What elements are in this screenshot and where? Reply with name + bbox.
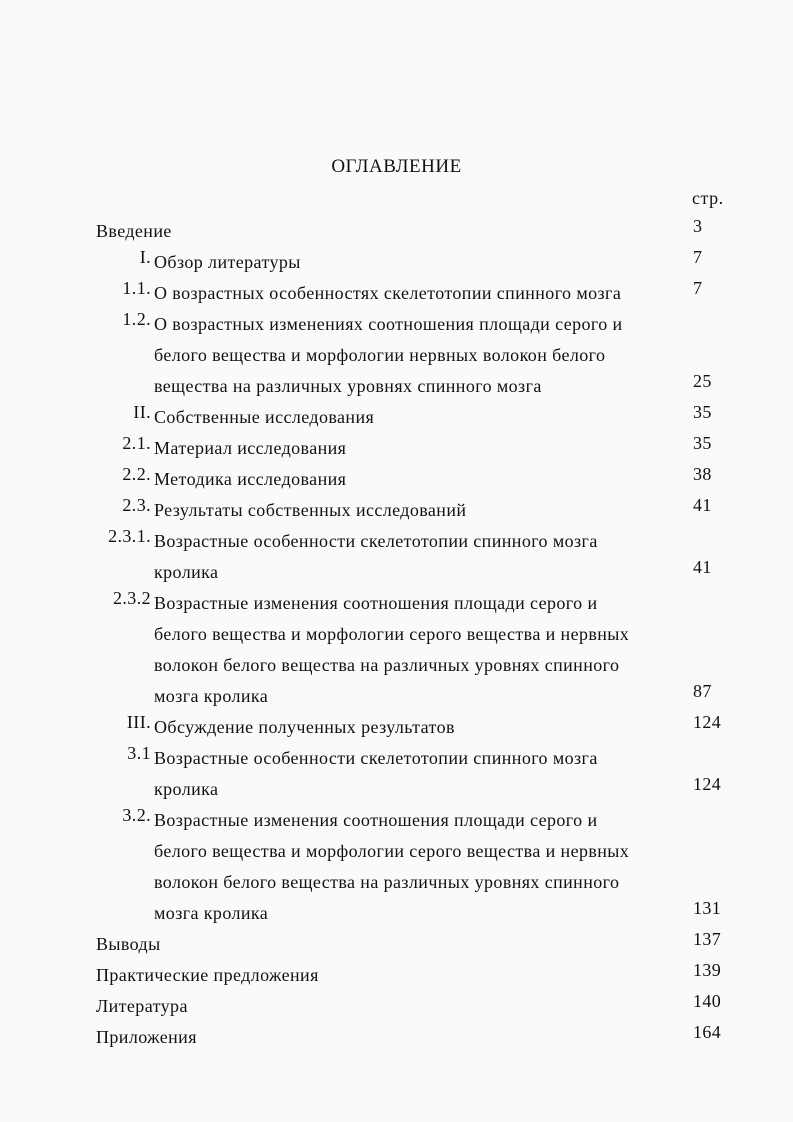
toc-entry-title-line: кролика: [154, 562, 219, 582]
toc-entry: [0, 743, 793, 805]
toc-entry: [0, 216, 793, 247]
toc-entry: [0, 433, 793, 464]
toc-entry-page: 131: [693, 898, 722, 918]
toc-entry: [0, 495, 793, 526]
toc-entry-title-line: Возрастные особенности скелетотопии спинного мозга: [154, 531, 598, 551]
toc-entry: [0, 309, 793, 402]
toc-entry-title-line: О возрастных особенностях скелетотопии спинного мозга: [154, 283, 622, 303]
toc-entry: [0, 402, 793, 433]
toc-entry-title: [154, 433, 689, 464]
toc-entry-title-line: кролика: [154, 779, 219, 799]
toc-entry-title: [96, 1022, 631, 1053]
toc-entry-page: 139: [693, 960, 722, 980]
toc-entry-title-line: волокон белого вещества на различных уровнях спинного: [154, 872, 620, 892]
toc-entry-title-line: Выводы: [96, 934, 161, 954]
toc-entry-number: 3.1: [127, 743, 151, 763]
toc-entry: [0, 526, 793, 588]
toc-entry-number: II.: [133, 402, 151, 422]
toc-entry-title: [154, 495, 689, 526]
toc-entry-page: 41: [693, 557, 712, 577]
toc-entry-page: 35: [693, 402, 712, 422]
toc-entry-page: 41: [693, 495, 712, 515]
toc-entry: [0, 712, 793, 743]
toc-entry-title-line: Литература: [96, 996, 188, 1016]
toc-entry-title: [154, 805, 689, 929]
toc-entry-number: 2.3.1.: [108, 526, 151, 546]
toc-entry-number: 1.1.: [122, 278, 151, 298]
toc-entry-page: 164: [693, 1022, 722, 1042]
toc-entry-page: 124: [693, 774, 722, 794]
toc-entry-title-line: Возрастные особенности скелетотопии спинного мозга: [154, 748, 598, 768]
toc-entry-title: [154, 247, 689, 278]
toc-entry-title-line: Возрастные изменения соотношения площади серого и: [154, 593, 598, 613]
toc-entry-title: [154, 278, 689, 309]
toc-entry-title-line: Собственные исследования: [154, 407, 375, 427]
toc-entry: [0, 247, 793, 278]
toc-entry: [0, 960, 793, 991]
toc-entry-title: [96, 960, 631, 991]
toc-entry-title-line: Практические предложения: [96, 965, 319, 985]
toc-entry-page: 25: [693, 371, 712, 391]
toc-entry-number: 2.3.: [122, 495, 151, 515]
toc-entry-title: [154, 712, 689, 743]
toc-entry-page: 137: [693, 929, 722, 949]
toc-entry-page: 38: [693, 464, 712, 484]
toc-entry-title-line: мозга кролика: [154, 686, 269, 706]
toc-entry-title: [154, 464, 689, 495]
toc-entry-title-line: белого вещества и морфологии серого вещества и нервных: [154, 624, 630, 644]
toc-entry-title: [154, 588, 689, 712]
toc-entry-title-line: волокон белого вещества на различных уровнях спинного: [154, 655, 620, 675]
toc-entry: [0, 464, 793, 495]
toc-entry-title: [154, 402, 689, 433]
toc-entry-number: 2.2.: [122, 464, 151, 484]
toc-entry-page: 140: [693, 991, 722, 1011]
toc-entry: [0, 1022, 793, 1053]
toc-entry: [0, 588, 793, 712]
toc-entry-title-line: вещества на различных уровнях спинного мозга: [154, 376, 542, 396]
toc-entry-title-line: белого вещества и морфологии нервных волокон белого: [154, 345, 606, 365]
toc-entry-page: 7: [693, 247, 703, 267]
page-column-label: стр.: [692, 188, 724, 208]
toc-entry: [0, 805, 793, 929]
toc-entry-title-line: Возрастные изменения соотношения площади серого и: [154, 810, 598, 830]
toc-entry: [0, 929, 793, 960]
toc-entry: [0, 278, 793, 309]
toc-entry: [0, 991, 793, 1022]
toc-entry-number: 3.2.: [122, 805, 151, 825]
toc-entry-title-line: Введение: [96, 221, 172, 241]
toc-entry-title: [96, 216, 631, 247]
toc-entry-title-line: мозга кролика: [154, 903, 269, 923]
toc-entry-title-line: Приложения: [96, 1027, 197, 1047]
toc-entry-page: 3: [693, 216, 703, 236]
toc-entry-number: 2.3.2: [113, 588, 151, 608]
toc-entry-title-line: белого вещества и морфологии серого вещества и нервных: [154, 841, 630, 861]
toc-entry-title: [96, 929, 631, 960]
page-title: ОГЛАВЛЕНИЕ: [331, 156, 462, 177]
toc-entry-number: 1.2.: [122, 309, 151, 329]
toc-entry-page: 35: [693, 433, 712, 453]
toc-entry-title-line: О возрастных изменениях соотношения площади серого и: [154, 314, 623, 334]
toc-entry-number: III.: [126, 712, 151, 732]
toc-entry-number: 2.1.: [122, 433, 151, 453]
toc-entry-page: 7: [693, 278, 703, 298]
toc-entry-title: [154, 309, 689, 402]
toc-entry-title: [154, 526, 689, 588]
toc-entry-title-line: Результаты собственных исследований: [154, 500, 467, 520]
toc-entry-title: [96, 991, 631, 1022]
toc-entry-title-line: Обзор литературы: [154, 252, 301, 272]
toc-entry-number: I.: [139, 247, 151, 267]
toc-entry-title-line: Материал исследования: [154, 438, 347, 458]
toc-entry-page: 124: [693, 712, 722, 732]
toc-entry-page: 87: [693, 681, 712, 701]
toc-entry-title: [154, 743, 689, 805]
toc-entry-title-line: Методика исследования: [154, 469, 347, 489]
toc-entry-title-line: Обсуждение полученных результатов: [154, 717, 455, 737]
